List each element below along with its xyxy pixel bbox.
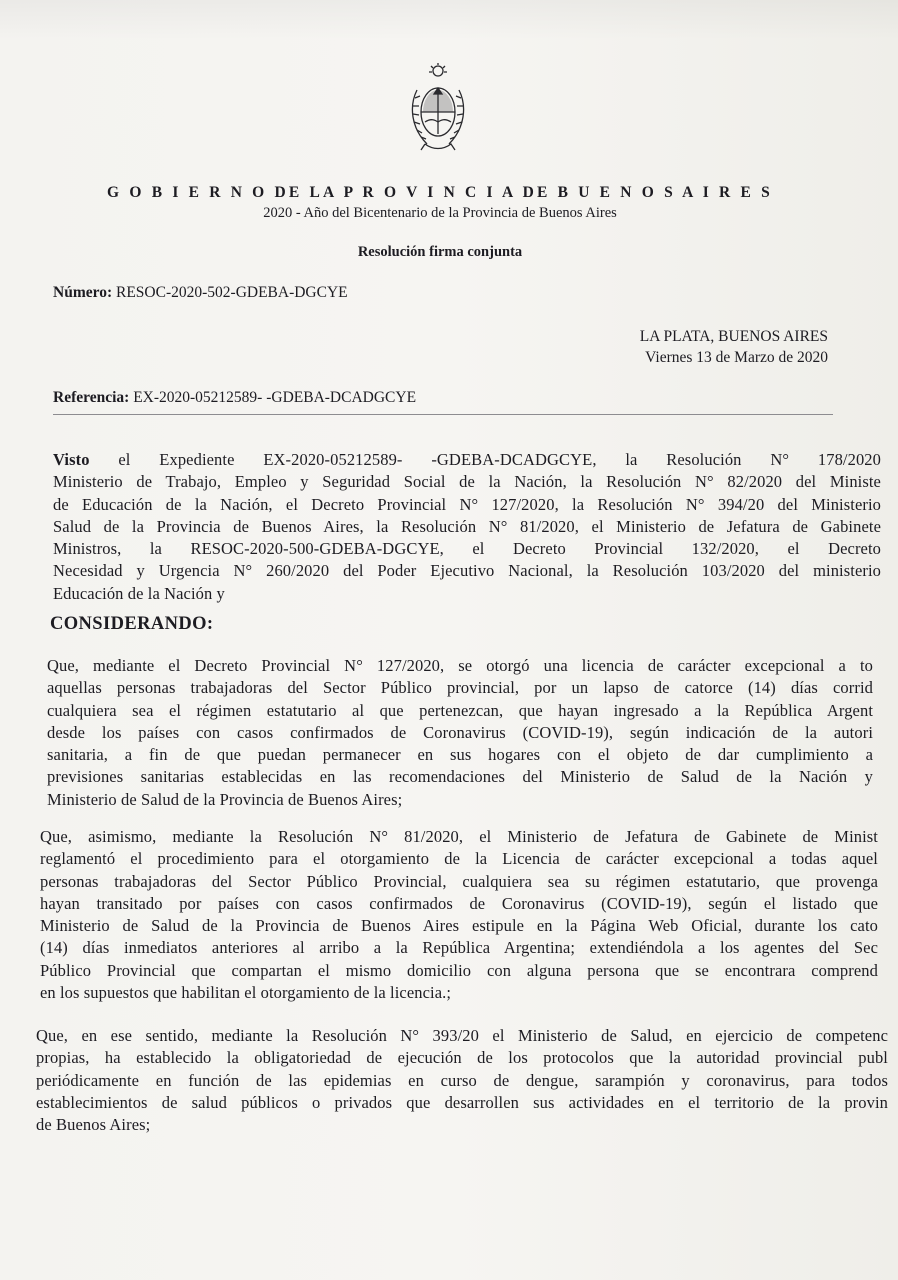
number-label: Número: xyxy=(53,284,113,301)
considerando-paragraph-2 xyxy=(40,826,878,1004)
paragraph-line: hayan transitado por países con casos confirmados de Coronavirus (COVID-19), según el listado que xyxy=(40,893,878,913)
paragraph-line: establecimientos de salud públicos o privados que desarrollen sus actividades en el territorio de la provin xyxy=(36,1092,888,1112)
paragraph-line: Salud de la Provincia de Buenos Aires, la Resolución N° 81/2020, el Ministerio de Jefatura de Gabinete xyxy=(53,516,881,536)
paragraph-line: Visto el Expediente EX-2020-05212589- -GDEBA-DCADGCYE, la Resolución N° 178/2020 xyxy=(53,450,881,469)
paragraph-line: periódicamente en función de las epidemias en curso de dengue, sarampión y coronavirus, para todos xyxy=(36,1070,888,1090)
paragraph-line: de Buenos Aires; xyxy=(36,1115,151,1135)
paragraph-line: previsiones sanitarias establecidas en las recomendaciones del Ministerio de Salud de la Nación y xyxy=(47,767,873,787)
paragraph-line: sanitaria, a fin de que puedan permanecer en sus hogares con el objeto de dar cumplimiento a xyxy=(47,745,873,765)
considerando-heading: CONSIDERANDO: xyxy=(50,614,214,634)
paragraph-line: aquellas personas trabajadoras del Sector Público provincial, por un lapso de catorce (14) días corrid xyxy=(47,678,873,698)
paragraph-line: Que, en ese sentido, mediante la Resolución N° 393/20 el Ministerio de Salud, en ejercicio de competenc xyxy=(36,1026,888,1045)
place: LA PLATA, BUENOS AIRES xyxy=(639,328,828,345)
considerando-paragraph-1 xyxy=(47,655,873,811)
government-title: G O B I E R N O DE LA P R O V I N C I A DE B U E N O S A I R E S xyxy=(107,184,773,201)
paragraph-line: de Educación de la Nación, el Decreto Provincial N° 127/2020, la Resolución N° 394/20 del Ministerio xyxy=(53,494,881,514)
paragraph-line: (14) días inmediatos anteriores al arribo a la República Argentina; extendiéndola a los agentes del Sec xyxy=(40,938,878,958)
paragraph-line: Ministerio de Salud de la Provincia de Buenos Aires; xyxy=(47,789,403,809)
number-value: RESOC-2020-502-GDEBA-DGCYE xyxy=(116,284,348,301)
year-motto: 2020 - Año del Bicentenario de la Provincia de Buenos Aires xyxy=(263,205,617,221)
paragraph-line: Que, asimismo, mediante la Resolución N° 81/2020, el Ministerio de Jefatura de Gabinete de Minist xyxy=(40,827,878,846)
paragraph-line: personas trabajadoras del Sector Público Provincial, cualquiera sea su régimen estatutario, que provenga xyxy=(40,871,878,891)
paragraph-line: reglamentó el procedimiento para el otorgamiento de la Licencia de carácter excepcional a todas aquel xyxy=(40,849,878,869)
paragraph-line: desde los países con casos confirmados de Coronavirus (COVID-19), según indicación de la autori xyxy=(47,722,873,742)
visto-lead: Visto xyxy=(53,450,90,469)
date: Viernes 13 de Marzo de 2020 xyxy=(645,349,828,366)
paragraph-line: en los supuestos que habilitan el otorgamiento de la licencia.; xyxy=(40,983,452,1003)
paragraph-line: Ministros, la RESOC-2020-500-GDEBA-DGCYE, el Decreto Provincial 132/2020, el Decreto xyxy=(53,539,881,559)
place-date-block xyxy=(640,326,828,368)
visto-paragraph xyxy=(53,449,881,605)
resolution-number xyxy=(53,284,348,302)
paragraph-line: Que, mediante el Decreto Provincial N° 127/2020, se otorgó una licencia de carácter excepcional a to xyxy=(47,656,873,675)
reference-value: EX-2020-05212589- -GDEBA-DCADGCYE xyxy=(133,389,417,406)
paragraph-line: propias, ha establecido la obligatoriedad de ejecución de los protocolos que la autoridad provincial publ xyxy=(36,1048,888,1068)
reference-label: Referencia: xyxy=(53,389,130,406)
reference xyxy=(53,389,416,407)
document-type: Resolución firma conjunta xyxy=(357,244,523,260)
paragraph-line: Educación de la Nación y xyxy=(53,583,225,603)
considerando-paragraph-3 xyxy=(36,1025,888,1136)
page-shading xyxy=(0,0,898,40)
paragraph-line: cualquiera sea el régimen estatutario al que pertenezcan, que hayan ingresado a la República Argent xyxy=(47,700,873,720)
coat-of-arms-icon xyxy=(405,62,471,154)
paragraph-line: Ministerio de Trabajo, Empleo y Seguridad Social de la Nación, la Resolución N° 82/2020 del Ministe xyxy=(53,472,881,492)
paragraph-line: Ministerio de Salud de la Provincia de Buenos Aires estipule en la Página Web Oficial, durante los cato xyxy=(40,916,878,936)
divider xyxy=(53,414,833,415)
paragraph-line: Necesidad y Urgencia N° 260/2020 del Poder Ejecutivo Nacional, la Resolución 103/2020 del ministerio xyxy=(53,561,881,581)
paragraph-line: Público Provincial que compartan el mismo domicilio con alguna persona que se encontrara comprend xyxy=(40,960,878,980)
